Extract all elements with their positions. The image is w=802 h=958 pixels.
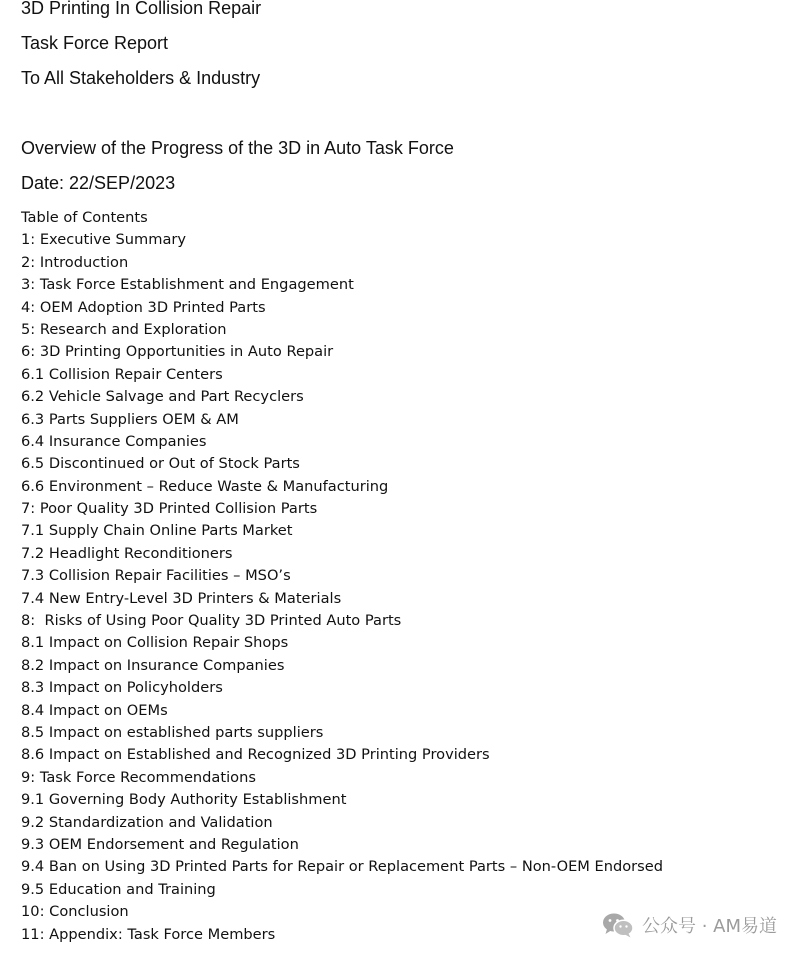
table-of-contents (21, 207, 663, 946)
toc-item: 7.4 New Entry-Level 3D Printers & Materials (21, 589, 342, 607)
toc-item: 9.2 Standardization and Validation (21, 813, 273, 831)
toc-item: 8.3 Impact on Policyholders (21, 679, 223, 697)
toc-item: 9.4 Ban on Using 3D Printed Parts for Repair or Replacement Parts – Non-OEM Endorsed (21, 858, 664, 876)
toc-item: 6.4 Insurance Companies (21, 432, 207, 450)
toc-item: 8.1 Impact on Collision Repair Shops (21, 634, 289, 652)
toc-item: 8.2 Impact on Insurance Companies (21, 656, 285, 674)
toc-item: 11: Appendix: Task Force Members (21, 925, 276, 943)
wechat-icon (602, 912, 634, 938)
toc-item: 5: Research and Exploration (21, 320, 227, 338)
toc-item: 1: Executive Summary (21, 231, 187, 249)
toc-item: 6.1 Collision Repair Centers (21, 365, 223, 383)
toc-item: 7.1 Supply Chain Online Parts Market (21, 522, 293, 540)
toc-item: 3: Task Force Establishment and Engagement (21, 276, 354, 294)
toc-item: 10: Conclusion (21, 903, 129, 921)
toc-item: 9.1 Governing Body Authority Establishment (21, 791, 347, 809)
toc-item: 7.3 Collision Repair Facilities – MSO’s (21, 567, 291, 585)
toc-item: 8.6 Impact on Established and Recognized 3D Printing Providers (21, 746, 490, 764)
report-title: 3D Printing In Collision Repair (21, 0, 262, 18)
toc-item: 7.2 Headlight Reconditioners (21, 544, 233, 562)
toc-item: 6: 3D Printing Opportunities in Auto Repair (21, 343, 334, 361)
toc-item: 9: Task Force Recommendations (21, 768, 256, 786)
toc-item: 4: OEM Adoption 3D Printed Parts (21, 298, 266, 316)
toc-item: 8.5 Impact on established parts suppliers (21, 723, 324, 741)
toc-item: 6.5 Discontinued or Out of Stock Parts (21, 455, 300, 473)
report-date: Date: 22/SEP/2023 (21, 173, 176, 193)
overview-heading: Overview of the Progress of the 3D in Auto Task Force (21, 138, 454, 158)
watermark (602, 912, 777, 938)
toc-heading: Table of Contents (21, 209, 148, 226)
toc-item: 9.5 Education and Training (21, 880, 216, 898)
toc-item: 6.3 Parts Suppliers OEM & AM (21, 410, 239, 428)
toc-item: 2: Introduction (21, 253, 129, 271)
report-audience: To All Stakeholders & Industry (21, 68, 261, 88)
toc-item: 9.3 OEM Endorsement and Regulation (21, 835, 299, 853)
toc-item: 7: Poor Quality 3D Printed Collision Parts (21, 500, 318, 518)
toc-item: 6.2 Vehicle Salvage and Part Recyclers (21, 388, 304, 406)
report-subtitle: Task Force Report (21, 33, 169, 53)
toc-item: 8.4 Impact on OEMs (21, 701, 168, 719)
toc-item: 6.6 Environment – Reduce Waste & Manufacturing (21, 477, 389, 495)
watermark-label: 公众号 · AM易道 (641, 916, 777, 937)
toc-item: 8: Risks of Using Poor Quality 3D Printed Auto Parts (21, 612, 402, 630)
